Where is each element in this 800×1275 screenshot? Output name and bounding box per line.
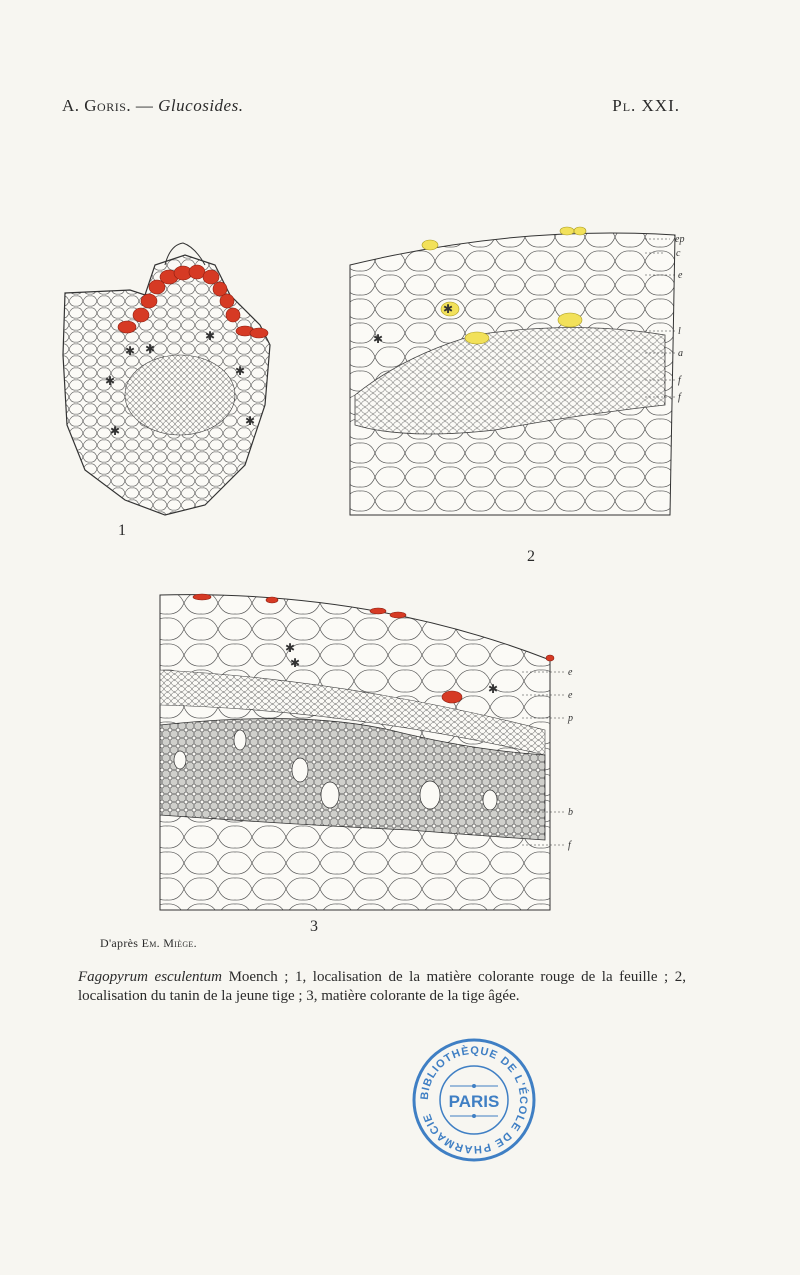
svg-text:✱: ✱: [110, 424, 121, 438]
svg-text:✱: ✱: [145, 342, 156, 356]
svg-text:✱: ✱: [290, 656, 301, 670]
illustration-credit: [100, 936, 197, 951]
figure-2-young-stem-section: [345, 225, 705, 525]
caption-text: Moench ; 1, localisation de la matière colorante rouge de la feuille ; 2, localisation du tanin de la jeune tige ; 3, matière colorante de la tige âgée.: [78, 969, 686, 1004]
book-title: Glucosides.: [158, 96, 244, 115]
figure-2-number: 2: [527, 548, 535, 565]
author-initial: A.: [62, 96, 80, 115]
author-name: Goris.: [84, 96, 132, 115]
plate-number: Pl. XXI.: [612, 96, 680, 115]
fig2-label-c: c: [676, 248, 681, 259]
credit-name: Em. Miège.: [141, 936, 197, 950]
fig3-label-f: f: [568, 840, 571, 851]
svg-text:✱: ✱: [235, 364, 246, 378]
figure-1-number: 1: [118, 522, 126, 539]
svg-text:✱: ✱: [488, 682, 499, 696]
fig2-label-f2: f: [678, 392, 681, 403]
fig3-label-b: b: [568, 807, 573, 818]
svg-text:✱: ✱: [373, 332, 384, 346]
fig2-label-l: l: [678, 326, 681, 337]
library-stamp: [408, 1036, 540, 1164]
figure-3-number: 3: [310, 918, 318, 935]
fig3-label-e2: e: [568, 690, 573, 701]
fig2-label-ep: ep: [675, 234, 685, 245]
fig2-label-e: e: [678, 270, 683, 281]
svg-text:✱: ✱: [205, 329, 216, 343]
fig2-label-f1: f: [678, 375, 681, 386]
figure-1-leaf-section: [55, 235, 315, 535]
stamp-ring-text: BIBLIOTHÈQUE DE L'ÉCOLE DE PHARMACIE: [418, 1044, 530, 1156]
running-header: [62, 96, 243, 116]
svg-text:✱: ✱: [245, 414, 256, 428]
svg-text:✱: ✱: [125, 344, 136, 358]
svg-text:✱: ✱: [105, 374, 116, 388]
plate-caption: [78, 968, 686, 1006]
stamp-center-text: PARIS: [448, 1092, 500, 1111]
header-dash: —: [135, 96, 154, 115]
fig3-label-e1: e: [568, 667, 573, 678]
credit-prefix: D'après: [100, 936, 139, 950]
svg-text:✱: ✱: [285, 641, 296, 655]
caption-species: Fagopyrum esculentum: [78, 969, 223, 985]
fig2-label-a: a: [678, 348, 683, 359]
fig3-label-p: p: [568, 713, 573, 724]
figure-3-aged-stem-section: [150, 590, 590, 920]
svg-text:✱: ✱: [443, 302, 454, 316]
